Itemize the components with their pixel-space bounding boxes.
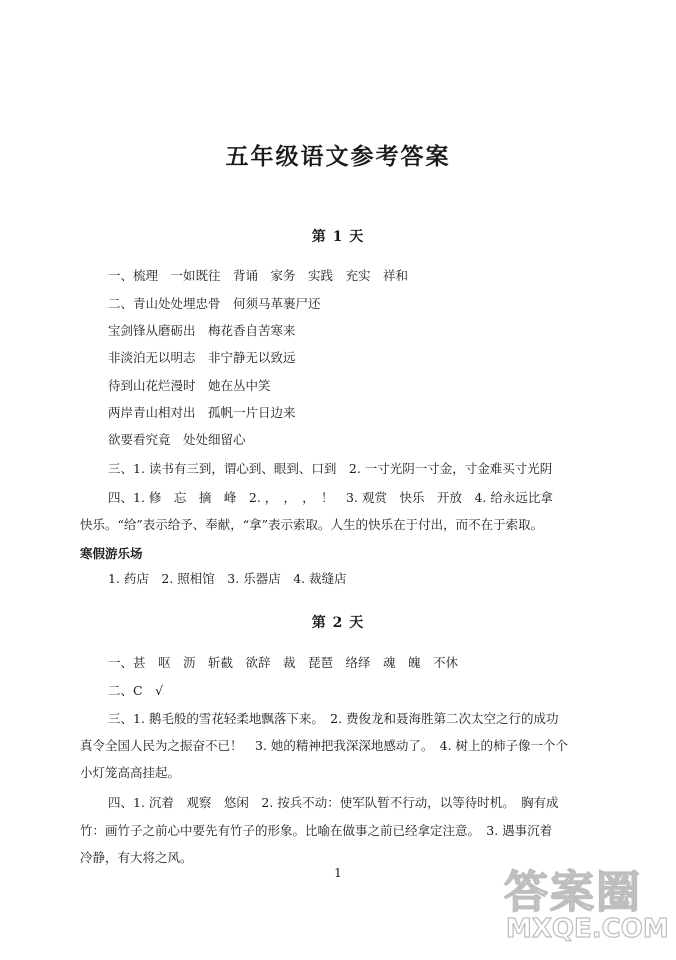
page-title: 五年级语文参考答案 [225,143,451,170]
day1-line-5: 待到山花烂漫时 她在丛中笑 [108,378,271,393]
day1-line-8: 三、1. 读书有三到，谓心到、眼到、口到 2. 一寸光阴一寸金，寸金难买寸光阴 [108,461,553,476]
day2-line-3: 三、1. 鹅毛般的雪花轻柔地飘落下来。 2. 费俊龙和聂海胜第二次太空之行的成功 [108,711,559,726]
section-line: 1. 药店 2. 照相馆 3. 乐器店 4. 裁缝店 [108,571,347,586]
watermark-cn-text: 答案圈 [504,867,642,918]
day2-line-2: 二、C √ [108,683,164,698]
day1-line-4: 非淡泊无以明志 非宁静无以致远 [108,350,296,365]
day2-heading: 第 2 天 [311,615,365,631]
day1-line-9: 四、1. 修 忘 摘 峰 2. ， ， ， ！ 3. 观赏 快乐 开放 4. 给永远比拿 [108,490,553,505]
day1-line-6: 两岸青山相对出 孤帆一片日边来 [108,405,296,420]
section-label: 寒假游乐场 [80,546,143,561]
day2-line-8: 冷静，有大将之风。 [80,850,193,865]
day2-line-1: 一、甚 呕 沥 斩截 欲辞 裁 琵琶 络绎 魂 魄 不休 [108,655,459,670]
day1-heading: 第 1 天 [311,229,365,245]
day2-line-5: 小灯笼高高挂起。 [80,765,181,780]
day1-line-1: 一、梳理 一如既往 背诵 家务 实践 充实 祥和 [108,268,409,283]
watermark-logo [500,856,668,952]
watermark-en-text: MXQE.COM [506,914,669,944]
day2-line-7: 竹：画竹子之前心中要先有竹子的形象。比喻在做事之前已经拿定注意。 3. 遇事沉着 [80,823,553,838]
day1-line-10: 快乐。“给”表示给予、奉献，“拿”表示索取。人生的快乐在于付出，而不在于索取。 [80,517,544,532]
day2-line-4: 真令全国人民为之振奋不已！ 3. 她的精神把我深深地感动了。 4. 树上的柿子像一个个 [80,738,569,753]
day1-line-3: 宝剑锋从磨砺出 梅花香自苦寒来 [108,323,296,338]
day1-line-7: 欲要看究竟 处处细留心 [108,432,246,447]
day2-line-6: 四、1. 沉着 观察 悠闲 2. 按兵不动：使军队暂不行动，以等待时机。 胸有成 [108,795,559,810]
page-number: 1 [334,866,342,880]
day1-line-2: 二、青山处处埋忠骨 何须马革裹尸还 [108,296,321,311]
